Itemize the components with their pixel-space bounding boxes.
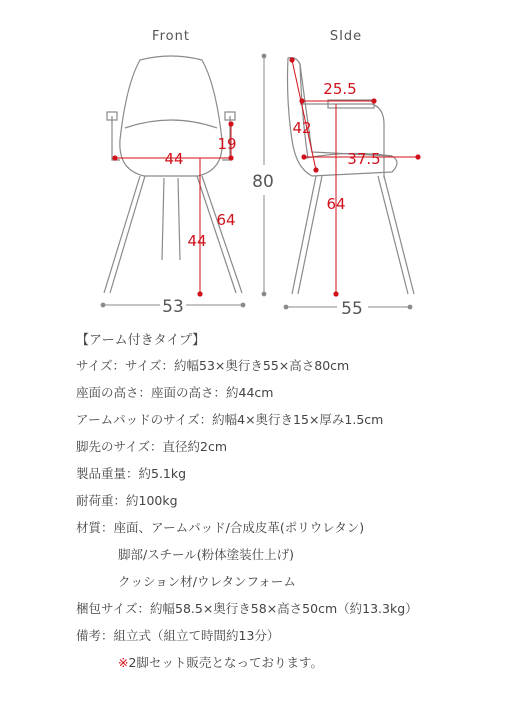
- spec-list: [76, 330, 516, 676]
- front-view-title: Front: [152, 29, 190, 44]
- spec-armpad-size: アームパッドのサイズ：約幅4×奥行き15×厚み1.5cm: [76, 412, 384, 427]
- spec-size: サイズ：サイズ：約幅53×奥行き55×高さ80cm: [76, 358, 350, 373]
- front-arm-pad-label: 19: [217, 135, 237, 153]
- spec-material-legs: 脚部/スチール(粉体塗装仕上げ): [118, 547, 294, 562]
- spec-foot-size: 脚先のサイズ：直径約2cm: [76, 439, 228, 454]
- spec-remarks: 備考：組立式（組立て時間約13分）: [76, 628, 280, 643]
- side-view-title: SIde: [329, 29, 363, 44]
- side-top-depth-label: 25.5: [323, 80, 357, 98]
- spec-heading: 【アーム付きタイプ】: [76, 333, 206, 348]
- front-seat-width-label: 44: [164, 150, 184, 168]
- spec-material-cushion: クッション材/ウレタンフォーム: [118, 574, 296, 589]
- spec-weight: 製品重量：約5.1kg: [76, 466, 187, 481]
- front-seat-height-label: 44: [187, 232, 207, 250]
- note-mark: ※: [118, 655, 129, 670]
- spec-load-capacity: 耐荷重：約100kg: [76, 493, 178, 508]
- spec-seat-height: 座面の高さ：座面の高さ：約44cm: [76, 385, 274, 400]
- spec-package-size: 梱包サイズ：約幅58.5×奥行き58×高さ50cm（約13.3kg）: [76, 601, 418, 616]
- side-backrest-label: 42: [292, 119, 312, 137]
- front-dimension-marks: [112, 121, 236, 296]
- front-total-width-label: 53: [162, 297, 184, 317]
- spec-note: [76, 649, 516, 676]
- note-text: 2脚セット販売となっております。: [128, 655, 323, 670]
- side-arm-height-label: 64: [326, 195, 346, 213]
- total-height-label: 80: [252, 172, 274, 192]
- front-chair-drawing: [104, 56, 242, 293]
- side-seat-depth-label: 37.5: [347, 150, 381, 168]
- front-arm-height-label: 64: [216, 211, 236, 229]
- spec-material: 材質：座面、アームパッド/合成皮革(ポリウレタン): [76, 520, 365, 535]
- dimension-diagram: [0, 0, 525, 320]
- side-total-depth-label: 55: [341, 299, 363, 319]
